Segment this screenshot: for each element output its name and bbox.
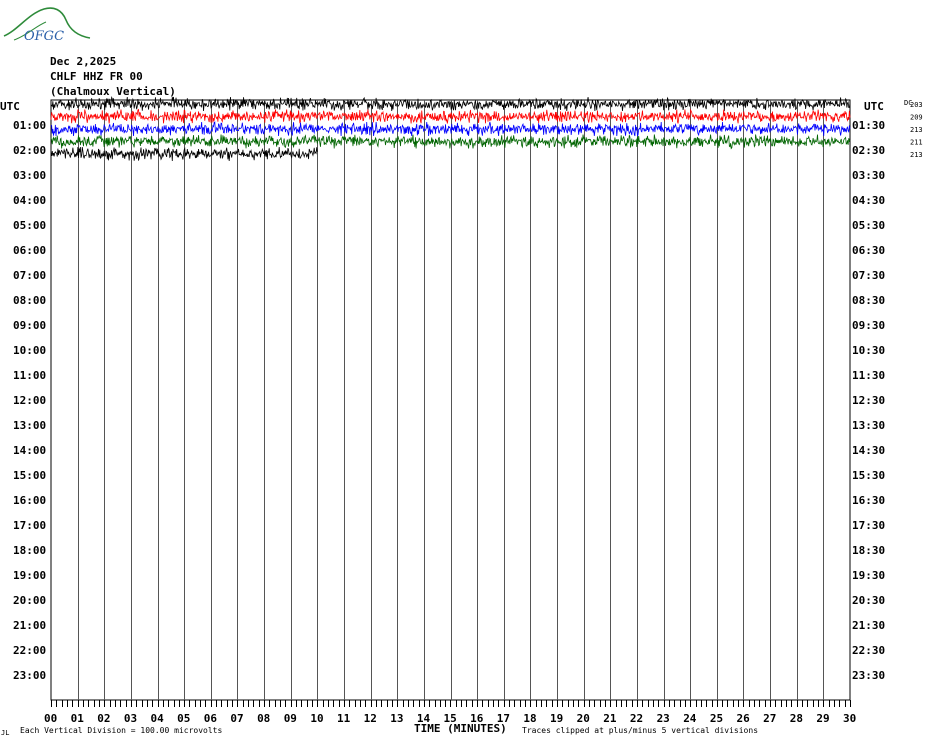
logo-text: OFGC xyxy=(24,29,65,44)
row-label-right: 22:30 xyxy=(852,644,886,657)
row-label-left: 07:00 xyxy=(13,269,47,282)
dc-value-1: 209 xyxy=(910,113,923,122)
x-tick-label: 12 xyxy=(363,712,377,725)
x-tick-label: 15 xyxy=(443,712,457,725)
row-label-right: 14:30 xyxy=(852,444,886,457)
dc-value-4: 213 xyxy=(910,151,923,159)
plot-frame xyxy=(51,100,850,700)
x-tick-label: 25 xyxy=(709,712,724,725)
scale-note: Each Vertical Division = 100.00 microvolts xyxy=(20,726,223,735)
x-tick-label: 13 xyxy=(390,712,404,725)
row-label-left: 10:00 xyxy=(13,344,47,357)
row-label-right: 06:30 xyxy=(852,244,886,257)
row-label-left: 21:00 xyxy=(13,619,47,632)
row-label-left: 20:00 xyxy=(13,594,47,607)
dc-value-0: 203 xyxy=(910,101,923,109)
right-utc-label: UTC xyxy=(864,100,884,113)
x-tick-label: 26 xyxy=(736,712,750,725)
x-tick-label: 14 xyxy=(416,712,431,725)
x-tick-label: 24 xyxy=(683,712,697,725)
row-label-right: 11:30 xyxy=(852,369,886,382)
row-label-left: 17:00 xyxy=(13,519,47,532)
row-label-right: 12:30 xyxy=(852,394,886,407)
row-label-left: 16:00 xyxy=(13,494,47,507)
row-label-left: 15:00 xyxy=(13,469,47,482)
x-tick-label: 03 xyxy=(123,712,138,725)
row-label-right: 02:30 xyxy=(852,144,886,157)
grid xyxy=(51,100,850,700)
x-tick-label: 28 xyxy=(789,712,803,725)
x-tick-label: 17 xyxy=(496,712,511,725)
row-label-left: 05:00 xyxy=(13,219,47,232)
row-label-left: 03:00 xyxy=(13,169,47,182)
row-label-right: 18:30 xyxy=(852,544,886,557)
row-label-right: 08:30 xyxy=(852,294,886,307)
row-label-left: 08:00 xyxy=(13,294,47,307)
x-tick-label: 18 xyxy=(523,712,537,725)
row-label-left: 22:00 xyxy=(13,644,47,657)
header-location: (Chalmoux Vertical) xyxy=(50,85,176,98)
row-label-left: 01:00 xyxy=(13,119,47,132)
x-tick-label: 08 xyxy=(257,712,271,725)
clip-note: Traces clipped at plus/minus 5 vertical divisions xyxy=(522,726,759,735)
row-label-right: 03:30 xyxy=(852,169,886,182)
dc-value-2: 213 xyxy=(910,126,923,134)
row-label-right: 21:30 xyxy=(852,619,886,632)
x-tick-label: 05 xyxy=(177,712,191,725)
row-label-left: 18:00 xyxy=(13,544,47,557)
dc-values xyxy=(910,101,923,159)
row-label-left: 06:00 xyxy=(13,244,47,257)
trace-line-0 xyxy=(51,97,850,111)
header-date: Dec 2,2025 xyxy=(50,55,117,68)
x-tick-label: 21 xyxy=(603,712,617,725)
row-label-right: 07:30 xyxy=(852,269,886,282)
x-tick-label: 29 xyxy=(816,712,830,725)
x-tick-label: 22 xyxy=(629,712,644,725)
x-tick-label: 19 xyxy=(550,712,564,725)
row-label-left: 04:00 xyxy=(13,194,47,207)
row-label-left: 23:00 xyxy=(13,669,47,682)
left-utc-label: UTC xyxy=(0,100,20,113)
row-label-right: 10:30 xyxy=(852,344,886,357)
x-tick-label: 07 xyxy=(230,712,244,725)
corner-mark: JL xyxy=(1,729,10,737)
x-tick-label: 00 xyxy=(44,712,58,725)
trace-line-3 xyxy=(51,135,850,149)
row-label-left: 14:00 xyxy=(13,444,47,457)
trace-line-2 xyxy=(51,122,850,136)
row-labels xyxy=(13,119,885,682)
x-tick-label: 16 xyxy=(470,712,484,725)
x-tick-label: 02 xyxy=(97,712,111,725)
trace-line-1 xyxy=(51,110,850,124)
row-label-right: 23:30 xyxy=(852,669,886,682)
row-label-right: 04:30 xyxy=(852,194,886,207)
traces xyxy=(51,97,850,161)
row-label-right: 09:30 xyxy=(852,319,886,332)
minute-minor-ticks xyxy=(52,700,851,707)
x-tick-label: 30 xyxy=(843,712,857,725)
x-tick-label: 20 xyxy=(576,712,590,725)
row-label-right: 17:30 xyxy=(852,519,886,532)
x-tick-label: 09 xyxy=(283,712,297,725)
ofgc-logo xyxy=(4,8,90,44)
row-label-right: 01:30 xyxy=(852,119,886,132)
row-label-left: 11:00 xyxy=(13,369,47,382)
row-label-right: 20:30 xyxy=(852,594,886,607)
dc-label: DC xyxy=(904,99,913,107)
row-label-right: 13:30 xyxy=(852,419,886,432)
row-label-right: 05:30 xyxy=(852,219,886,232)
row-label-left: 13:00 xyxy=(13,419,47,432)
x-tick-label: 06 xyxy=(203,712,218,725)
row-label-left: 09:00 xyxy=(13,319,47,332)
x-tick-label: 27 xyxy=(763,712,777,725)
header-station: CHLF HHZ FR 00 xyxy=(50,70,143,83)
x-tick-label: 11 xyxy=(336,712,351,725)
dc-value-3: 211 xyxy=(910,138,923,147)
row-label-right: 19:30 xyxy=(852,569,886,582)
row-label-left: 12:00 xyxy=(13,394,47,407)
row-label-right: 16:30 xyxy=(852,494,886,507)
row-label-left: 19:00 xyxy=(13,569,47,582)
x-tick-label: 10 xyxy=(310,712,324,725)
x-axis-label: TIME (MINUTES) xyxy=(414,722,507,735)
x-tick-label: 01 xyxy=(70,712,84,725)
row-label-right: 15:30 xyxy=(852,469,886,482)
x-tick-label: 23 xyxy=(656,712,670,725)
row-label-left: 02:00 xyxy=(13,144,47,157)
x-tick-label: 04 xyxy=(150,712,164,725)
